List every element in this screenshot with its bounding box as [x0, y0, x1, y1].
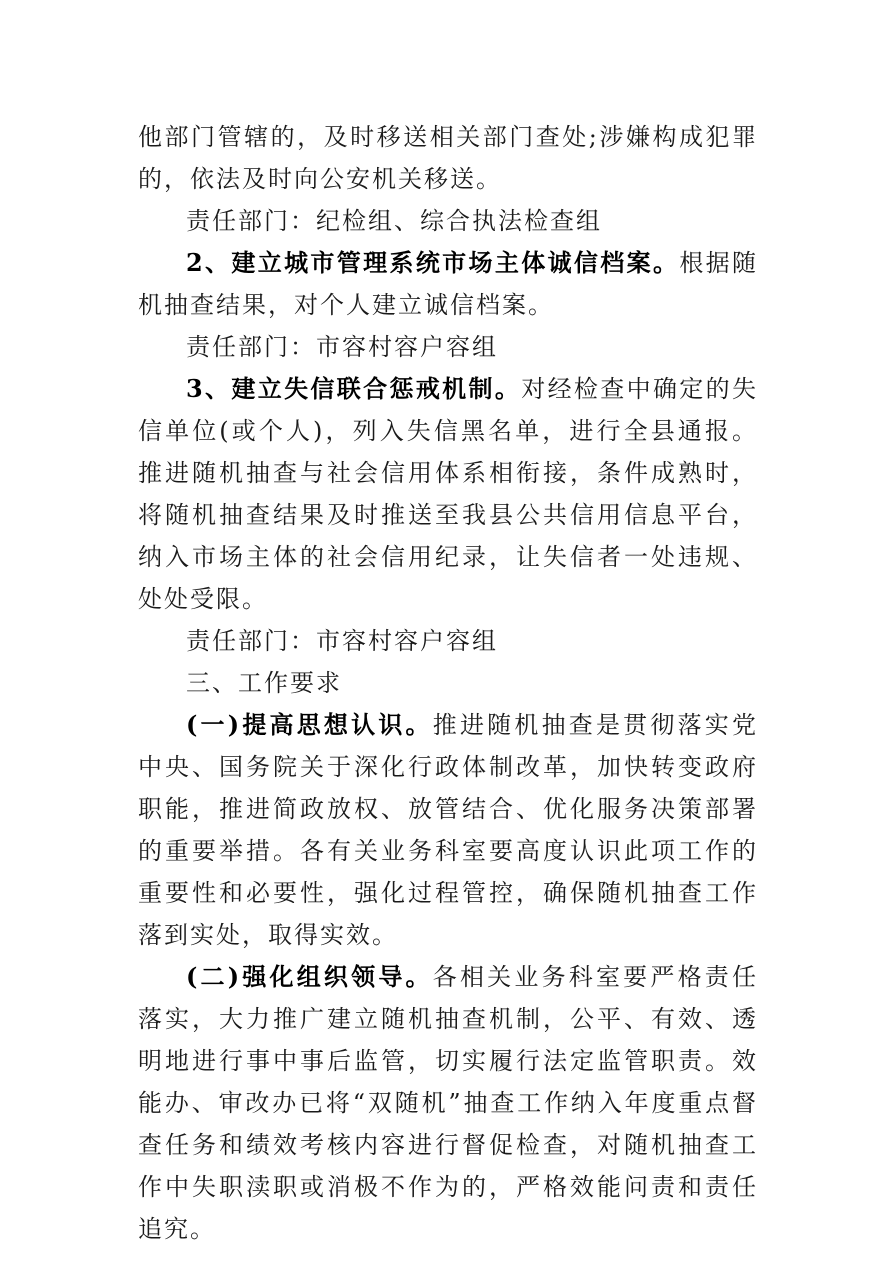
item-heading: (一)提高思想认识。 — [186, 710, 433, 739]
paragraph-text: 责任部门：纪检组、综合执法检查组 — [186, 207, 602, 235]
paragraph-text: 责任部门：市容村容户容组 — [186, 333, 498, 361]
paragraph-text: 责任部门：市容村容户容组 — [186, 627, 498, 655]
document-body — [138, 116, 758, 1250]
requirement-2-paragraph — [138, 956, 758, 1250]
item-3-paragraph — [138, 368, 758, 620]
item-heading: 3、建立失信联合惩戒机制。 — [186, 374, 522, 403]
responsible-dept-line — [138, 200, 758, 242]
paragraph-text: 对经检查中确定的失信单位(或个人)，列入失信黑名单，进行全县通报。推进随机抽查与社会信用体系相衔接，条件成熟时，将随机抽查结果及时推送至我县公共信用信息平台，纳入市场主体的社会信用纪录，让失信者一处违规、处处受限。 — [138, 375, 758, 613]
item-heading: (二)强化组织领导。 — [186, 962, 433, 991]
paragraph-text: 各相关业务科室要严格责任落实，大力推广建立随机抽查机制，公平、有效、透明地进行事中事后监管，切实履行法定监管职责。效能办、审改办已将“双随机”抽查工作纳入年度重点督查任务和绩效考核内容进行督促检查，对随机抽查工作中失职渎职或消极不作为的，严格效能问责和责任追究。 — [138, 963, 758, 1243]
paragraph-text: 他部门管辖的，及时移送相关部门查处;涉嫌构成犯罪的，依法及时向公安机关移送。 — [138, 123, 758, 193]
paragraph-continuation — [138, 116, 758, 200]
section-title: 三、工作要求 — [186, 669, 342, 697]
item-2-paragraph — [138, 242, 758, 326]
item-heading: 2、建立城市管理系统市场主体诚信档案。 — [186, 248, 680, 277]
paragraph-text: 推进随机抽查是贯彻落实党中央、国务院关于深化行政体制改革，加快转变政府职能，推进简政放权、放管结合、优化服务决策部署的重要举措。各有关业务科室要高度认识此项工作的重要性和必要性，强化过程管控，确保随机抽查工作落到实处，取得实效。 — [138, 711, 758, 949]
requirement-1-paragraph — [138, 704, 758, 956]
section-heading — [138, 662, 758, 704]
paragraph-text: 根据随机抽查结果，对个人建立诚信档案。 — [138, 249, 759, 319]
responsible-dept-line — [138, 326, 758, 368]
responsible-dept-line — [138, 620, 758, 662]
